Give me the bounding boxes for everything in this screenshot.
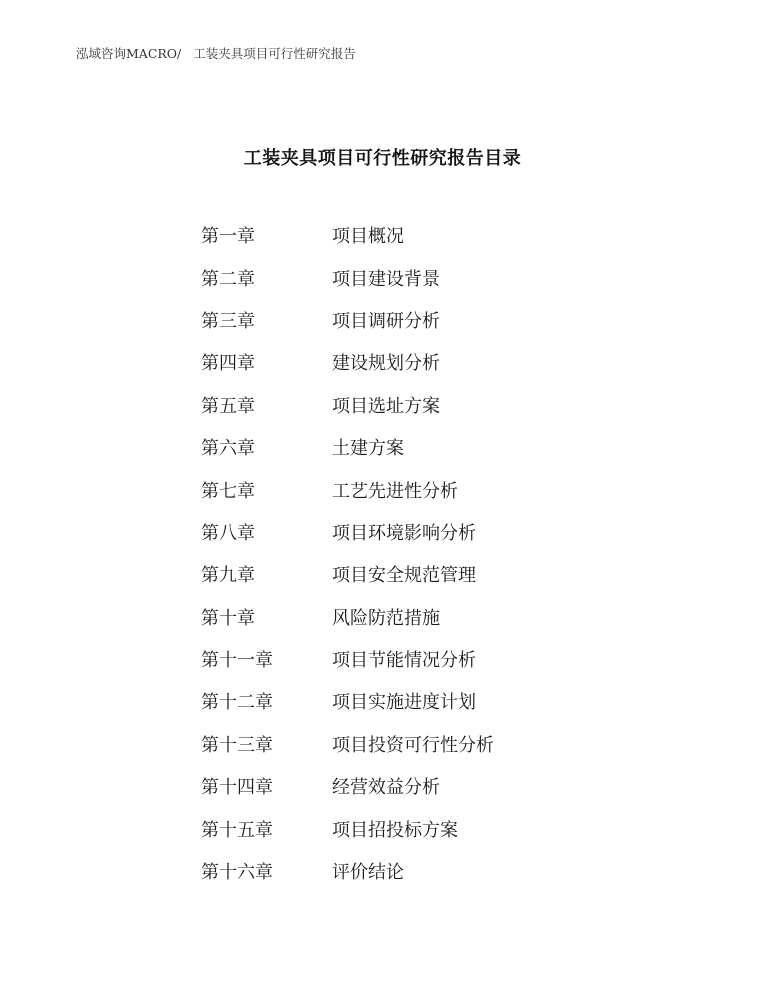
toc-row[interactable]	[201, 553, 621, 595]
toc-chapter-number: 第十一章	[201, 650, 273, 672]
toc-chapter-name: 项目调研分析	[332, 310, 440, 332]
toc-chapter-name: 项目实施进度计划	[332, 692, 476, 714]
toc-chapter-name: 评价结论	[332, 862, 404, 884]
toc-row[interactable]	[201, 299, 621, 341]
toc-row[interactable]	[201, 256, 621, 298]
toc-chapter-name: 项目节能情况分析	[332, 650, 476, 672]
toc-chapter-name: 风险防范措施	[332, 607, 440, 629]
toc-chapter-name: 项目建设背景	[332, 268, 440, 290]
toc-row[interactable]	[201, 680, 621, 722]
table-of-contents	[201, 214, 621, 892]
toc-row[interactable]	[201, 511, 621, 553]
toc-row[interactable]	[201, 765, 621, 807]
toc-row[interactable]	[201, 807, 621, 849]
toc-chapter-number: 第十三章	[201, 734, 273, 756]
toc-row[interactable]	[201, 850, 621, 892]
toc-row[interactable]	[201, 723, 621, 765]
toc-chapter-number: 第十章	[201, 607, 255, 629]
toc-chapter-number: 第四章	[201, 353, 255, 375]
toc-chapter-name: 经营效益分析	[332, 777, 440, 799]
toc-chapter-number: 第十五章	[201, 819, 273, 841]
toc-chapter-number: 第九章	[201, 565, 255, 587]
toc-row[interactable]	[201, 426, 621, 468]
toc-chapter-name: 项目环境影响分析	[332, 522, 476, 544]
page-header	[76, 44, 356, 62]
toc-title: 工装夹具项目可行性研究报告目录	[243, 148, 522, 169]
toc-row[interactable]	[201, 214, 621, 256]
toc-row[interactable]	[201, 341, 621, 383]
toc-chapter-number: 第二章	[201, 268, 255, 290]
toc-chapter-number: 第七章	[201, 480, 255, 502]
toc-chapter-name: 项目安全规范管理	[332, 565, 476, 587]
header-doc-title: 工装夹具项目可行性研究报告	[193, 46, 356, 61]
toc-chapter-number: 第五章	[201, 395, 255, 417]
toc-chapter-name: 建设规划分析	[332, 353, 440, 375]
toc-chapter-number: 第十二章	[201, 692, 273, 714]
header-source: 泓域咨询MACRO/	[76, 46, 182, 61]
toc-chapter-number: 第一章	[201, 226, 255, 248]
toc-chapter-name: 项目投资可行性分析	[332, 734, 494, 756]
toc-row[interactable]	[201, 596, 621, 638]
toc-chapter-name: 项目选址方案	[332, 395, 440, 417]
toc-chapter-number: 第十六章	[201, 862, 273, 884]
toc-row[interactable]	[201, 468, 621, 510]
toc-chapter-number: 第三章	[201, 310, 255, 332]
toc-chapter-number: 第六章	[201, 438, 255, 460]
toc-chapter-name: 土建方案	[332, 438, 404, 460]
toc-chapter-name: 项目招投标方案	[332, 819, 458, 841]
toc-row[interactable]	[201, 384, 621, 426]
toc-chapter-number: 第八章	[201, 522, 255, 544]
toc-row[interactable]	[201, 638, 621, 680]
toc-chapter-name: 项目概况	[332, 226, 404, 248]
toc-chapter-name: 工艺先进性分析	[332, 480, 458, 502]
toc-chapter-number: 第十四章	[201, 777, 273, 799]
